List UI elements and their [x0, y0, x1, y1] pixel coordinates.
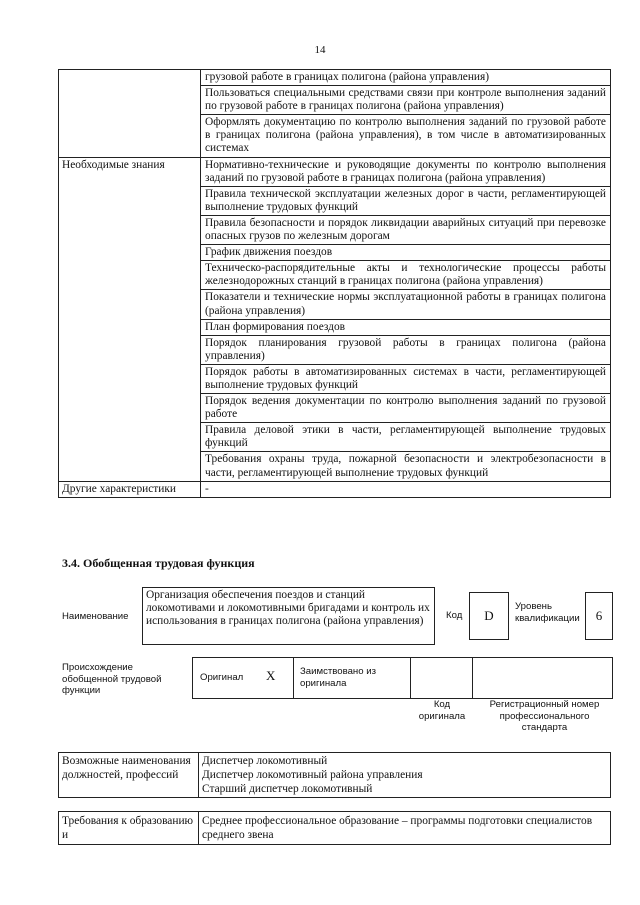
knowledge-item: Порядок работы в автоматизированных системах в части, регламентирующей выполнение трудовых функций [201, 364, 611, 393]
education-value: Среднее профессиональное образование – программы подготовки специалистов среднего звена [199, 812, 611, 845]
skill-item: Оформлять документацию по контролю выполнения заданий по грузовой работе в границах полигона (района управления), в том числе в автоматизированных системах [201, 115, 611, 157]
other-value: - [201, 481, 611, 497]
knowledge-item: Нормативно-технические и руководящие документы по контролю выполнения заданий по грузовой работе в границах полигона (района управления) [201, 157, 611, 186]
origin-code-caption: Код оригинала [418, 699, 466, 722]
origin-divider [410, 657, 411, 698]
knowledge-item: Порядок ведения документации по контролю выполнения заданий по грузовой работе [201, 394, 611, 423]
gtf-name-box [142, 587, 435, 645]
origin-divider [472, 657, 473, 698]
roles-label: Возможные наименования должностей, профессий [59, 753, 199, 798]
skills-label-cell [59, 70, 201, 158]
knowledge-item: Правила технической эксплуатации железных дорог в части, регламентирующей выполнение трудовых функций [201, 186, 611, 215]
origin-reg-caption: Регистрационный номер профессионального стандарта [489, 699, 600, 733]
gtf-name-value: Организация обеспечения поездов и станций локомотивами и локомотивными бригадами и контроль их использования в границах полигона (района управления) [146, 589, 430, 628]
knowledge-item: Правила деловой этики в части, регламентирующей выполнение трудовых функций [201, 423, 611, 452]
roles-list [199, 753, 611, 798]
knowledge-item: График движения поездов [201, 245, 611, 261]
table-row [59, 70, 611, 86]
origin-divider [293, 657, 294, 698]
role-item: Диспетчер локомотивный [202, 755, 328, 767]
knowledge-item: Порядок планирования грузовой работы в границах полигона (района управления) [201, 335, 611, 364]
gtf-code-value: D [469, 592, 509, 640]
table-row [59, 481, 611, 497]
role-item: Диспетчер локомотивный района управления [202, 769, 423, 781]
knowledge-label: Необходимые знания [59, 157, 201, 481]
gtf-name-label: Наименование [62, 611, 129, 622]
gtf-code-label: Код [446, 610, 463, 621]
table-row [59, 753, 611, 798]
section-title: 3.4. Обобщенная трудовая функция [62, 556, 255, 570]
origin-original-label: Оригинал [200, 672, 244, 683]
origin-borrowed-label: Заимствовано из оригинала [300, 666, 376, 689]
education-table [58, 811, 611, 845]
knowledge-item: Правила безопасности и порядок ликвидации аварийных ситуаций при перевозке опасных грузов по железным дорогам [201, 215, 611, 244]
knowledge-item: Техническо-распорядительные акты и технологические процессы работы железнодорожных станций в границах полигона (района управления) [201, 261, 611, 290]
knowledge-item: Показатели и технические нормы эксплуатационной работы в границах полигона (района управления) [201, 290, 611, 319]
page-number: 14 [314, 44, 326, 56]
gtf-level-value: 6 [585, 592, 613, 640]
gtf-level-label: Уровень квалификации [515, 601, 580, 624]
origin-label: Происхождение обобщенной трудовой функции [62, 662, 162, 696]
role-item: Старший диспетчер локомотивный [202, 783, 373, 795]
origin-original-mark: X [266, 668, 276, 683]
skill-item: Пользоваться специальными средствами связи при контроле выполнения заданий по грузовой работе в границах полигона (района управления) [201, 86, 611, 115]
education-label: Требования к образованию и [59, 812, 199, 845]
skill-item: грузовой работе в границах полигона (района управления) [201, 70, 611, 86]
roles-table [58, 752, 611, 798]
table-row [59, 812, 611, 845]
competency-table [58, 69, 611, 498]
table-row [59, 157, 611, 186]
knowledge-item: План формирования поездов [201, 319, 611, 335]
knowledge-item: Требования охраны труда, пожарной безопасности и электробезопасности в части, регламентирующей выполнение трудовых функций [201, 452, 611, 481]
other-label: Другие характеристики [59, 481, 201, 497]
